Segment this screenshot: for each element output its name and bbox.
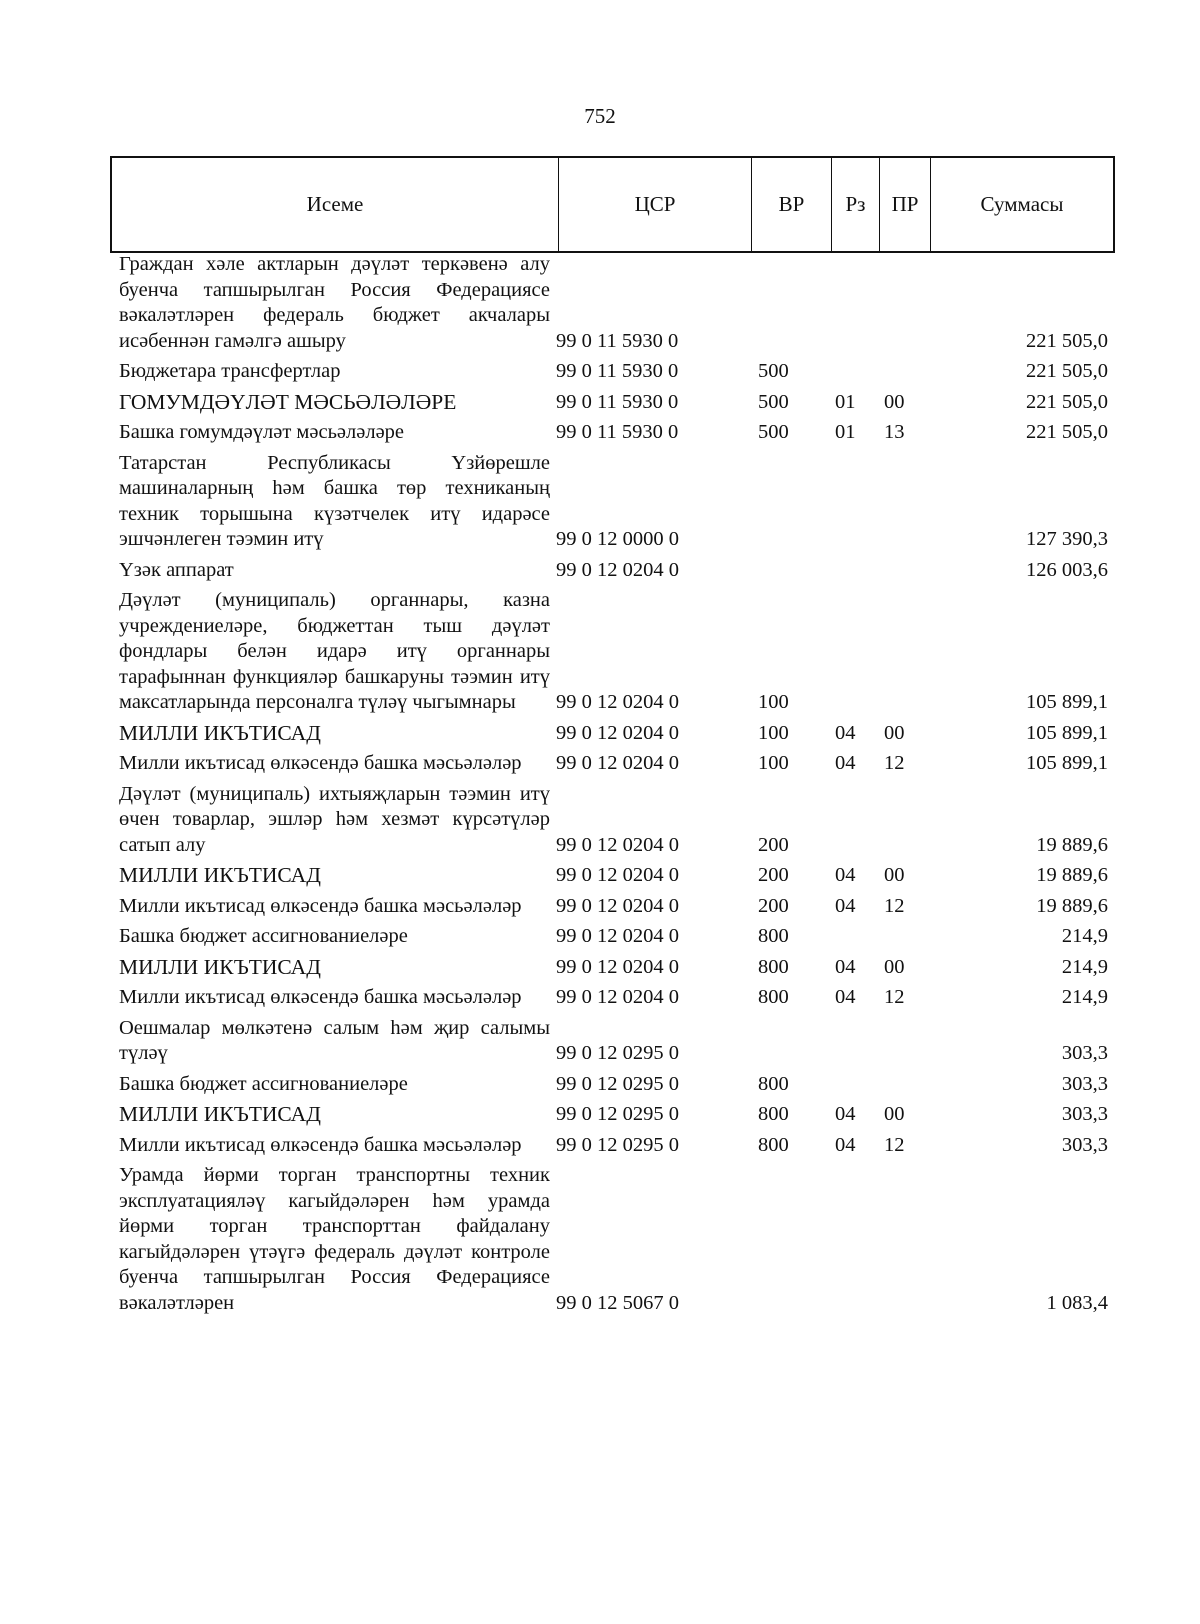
- row-vr: 800: [758, 986, 789, 1008]
- row-sum: 105 899,1: [1026, 691, 1108, 713]
- row-rz: 04: [835, 986, 856, 1008]
- table-row: [110, 1133, 1115, 1164]
- row-sum: 214,9: [1061, 925, 1108, 947]
- header-name: Исеме: [112, 158, 559, 251]
- row-name: Дәүләт (муниципаль) органнары, казна учреждениеләре, бюджеттан тыш дәүләт фондлары белән идарә итү органнары тарафыннан функцияләр башкаруны тәэмин итү максатларында персоналга түләү чыгымнары: [119, 589, 550, 713]
- row-csr: 99 0 11 5930 0: [556, 329, 679, 352]
- row-rz: 04: [835, 1103, 856, 1125]
- table-row: [110, 451, 1115, 558]
- row-name: Милли икътисад өлкәсендә башка мәсьәләләр: [119, 894, 522, 917]
- table-row: [110, 558, 1115, 589]
- table-row: [110, 985, 1115, 1016]
- page-number: 752: [584, 104, 616, 128]
- header-sum: Суммасы: [980, 192, 1064, 216]
- row-name: Башка бюджет ассигнованиеләре: [119, 1072, 408, 1095]
- table-row: [110, 721, 1115, 752]
- row-sum: 105 899,1: [1026, 752, 1108, 774]
- row-name: Дәүләт (муниципаль) ихтыяҗларын тәэмин итү өчен товарлар, эшләр һәм хезмәт күрсәтүләр сатып алу: [119, 782, 550, 856]
- row-sum: 303,3: [1061, 1042, 1108, 1064]
- row-name: Үзәк аппарат: [119, 558, 234, 581]
- row-vr: 200: [758, 833, 789, 856]
- row-vr: 500: [758, 390, 789, 413]
- row-name: Милли икътисад өлкәсендә башка мәсьәләләр: [119, 1133, 522, 1156]
- row-csr: 99 0 12 0204 0: [556, 833, 679, 856]
- row-rz: 04: [835, 894, 856, 917]
- table-row: [110, 894, 1115, 925]
- row-sum: 303,3: [1061, 1072, 1108, 1095]
- row-csr: 99 0 12 0295 0: [556, 1072, 679, 1095]
- row-name: Башка бюджет ассигнованиеләре: [119, 925, 408, 947]
- row-csr: 99 0 12 0204 0: [556, 691, 679, 713]
- row-csr: 99 0 12 0000 0: [556, 528, 679, 550]
- row-pr: 12: [884, 1133, 905, 1156]
- row-csr: 99 0 12 0204 0: [556, 721, 679, 744]
- row-csr: 99 0 12 0295 0: [556, 1133, 679, 1156]
- row-rz: 04: [835, 721, 856, 744]
- row-pr: 00: [884, 721, 905, 744]
- header-vr: ВР: [752, 158, 832, 251]
- header-pr: ПР: [880, 158, 931, 251]
- row-name: Оешмалар мөлкәтенә салым һәм җир салымы түләү: [119, 1016, 550, 1064]
- table-row: [110, 924, 1115, 955]
- row-csr: 99 0 12 0204 0: [556, 986, 679, 1008]
- row-rz: 04: [835, 864, 856, 886]
- row-pr: 12: [884, 894, 905, 917]
- row-csr: 99 0 12 5067 0: [556, 1291, 679, 1314]
- row-name: Урамда йөрми торган транспортны техник эксплуатацияләү кагыйдәләрен һәм урамда йөрми торган транспорттан файдалану кагыйдәләрен үтәүгә федераль дәүләт контроле буенча тапшырылган Россия Федерациясе вәкаләтләрен: [119, 1164, 550, 1314]
- row-name: МИЛЛИ ИКЪТИСАД: [119, 1102, 321, 1126]
- row-vr: 200: [758, 894, 789, 917]
- row-sum: 126 003,6: [1026, 558, 1108, 581]
- row-name: Граждан хәле актларын дәүләт теркәвенә алу буенча тапшырылган Россия Федерациясе вәкаләтләрен федераль бюджет акчалары исәбеннән гамәлгә ашыру: [119, 253, 550, 352]
- row-csr: 99 0 12 0295 0: [556, 1042, 679, 1064]
- row-vr: 200: [758, 864, 789, 886]
- row-name: ГОМУМДӘҮЛӘТ МӘСЬӘЛӘЛӘРЕ: [119, 389, 457, 414]
- row-vr: 800: [758, 925, 789, 947]
- row-csr: 99 0 12 0295 0: [556, 1103, 679, 1125]
- table-row: [110, 252, 1115, 359]
- row-sum: 221 505,0: [1026, 390, 1108, 413]
- row-name: Милли икътисад өлкәсендә башка мәсьәләләр: [119, 986, 522, 1008]
- table-row: [110, 955, 1115, 986]
- row-pr: 00: [884, 864, 905, 886]
- table-row: [110, 1163, 1115, 1321]
- row-sum: 214,9: [1061, 955, 1108, 978]
- row-sum: 105 899,1: [1026, 721, 1108, 744]
- row-rz: 04: [835, 955, 856, 978]
- row-sum: 19 889,6: [1036, 833, 1108, 856]
- row-pr: 12: [884, 986, 905, 1008]
- row-sum: 221 505,0: [1026, 329, 1108, 352]
- row-name: Бюджетара трансфертлар: [119, 360, 341, 382]
- row-name: Милли икътисад өлкәсендә башка мәсьәләләр: [119, 752, 522, 774]
- row-rz: 01: [835, 421, 856, 443]
- row-name: Татарстан Республикасы Үзйөрешле машиналарның һәм башка төр техниканың техник торышына күзәтчелек итү идарәсе эшчәнлеген тәэмин итү: [119, 451, 550, 550]
- row-vr: 100: [758, 721, 789, 744]
- header-rz: Рз: [832, 158, 880, 251]
- table-row: [110, 863, 1115, 894]
- row-sum: 214,9: [1061, 986, 1108, 1008]
- table-row: [110, 359, 1115, 390]
- row-vr: 100: [758, 691, 789, 713]
- row-csr: 99 0 12 0204 0: [556, 955, 679, 978]
- table-header: [110, 156, 1115, 253]
- row-sum: 1 083,4: [1046, 1291, 1108, 1314]
- table-row: [110, 1102, 1115, 1133]
- table-row: [110, 588, 1115, 721]
- row-name: Башка гомумдәүләт мәсьәләләре: [119, 421, 405, 443]
- row-vr: 500: [758, 421, 789, 443]
- row-rz: 01: [835, 390, 856, 413]
- table-row: [110, 420, 1115, 451]
- row-csr: 99 0 11 5930 0: [556, 390, 679, 413]
- table-row: [110, 751, 1115, 782]
- header-csr: ЦСР: [559, 158, 752, 251]
- row-csr: 99 0 12 0204 0: [556, 925, 679, 947]
- row-vr: 800: [758, 955, 789, 978]
- row-sum: 221 505,0: [1026, 360, 1108, 382]
- row-csr: 99 0 12 0204 0: [556, 558, 679, 581]
- row-vr: 500: [758, 360, 789, 382]
- row-rz: 04: [835, 1133, 856, 1156]
- row-pr: 13: [884, 421, 905, 443]
- row-sum: 127 390,3: [1026, 528, 1108, 550]
- row-pr: 00: [884, 390, 905, 413]
- row-rz: 04: [835, 752, 856, 774]
- row-vr: 100: [758, 752, 789, 774]
- table-row: [110, 390, 1115, 421]
- row-vr: 800: [758, 1133, 789, 1156]
- table-body: [110, 252, 1115, 1321]
- table-row: [110, 782, 1115, 864]
- row-sum: 303,3: [1061, 1103, 1108, 1125]
- row-sum: 19 889,6: [1036, 864, 1108, 886]
- row-vr: 800: [758, 1072, 789, 1095]
- row-name: МИЛЛИ ИКЪТИСАД: [119, 720, 321, 745]
- row-name: МИЛЛИ ИКЪТИСАД: [119, 954, 321, 979]
- row-pr: 12: [884, 752, 905, 774]
- row-sum: 303,3: [1061, 1133, 1108, 1156]
- row-sum: 221 505,0: [1026, 421, 1108, 443]
- row-vr: 800: [758, 1103, 789, 1125]
- row-csr: 99 0 11 5930 0: [556, 360, 679, 382]
- table-row: [110, 1072, 1115, 1103]
- row-pr: 00: [884, 955, 905, 978]
- table-row: [110, 1016, 1115, 1072]
- row-name: МИЛЛИ ИКЪТИСАД: [119, 863, 321, 887]
- row-csr: 99 0 12 0204 0: [556, 894, 679, 917]
- row-csr: 99 0 12 0204 0: [556, 864, 679, 886]
- row-pr: 00: [884, 1103, 905, 1125]
- row-csr: 99 0 12 0204 0: [556, 752, 679, 774]
- row-csr: 99 0 11 5930 0: [556, 421, 679, 443]
- row-sum: 19 889,6: [1036, 894, 1108, 917]
